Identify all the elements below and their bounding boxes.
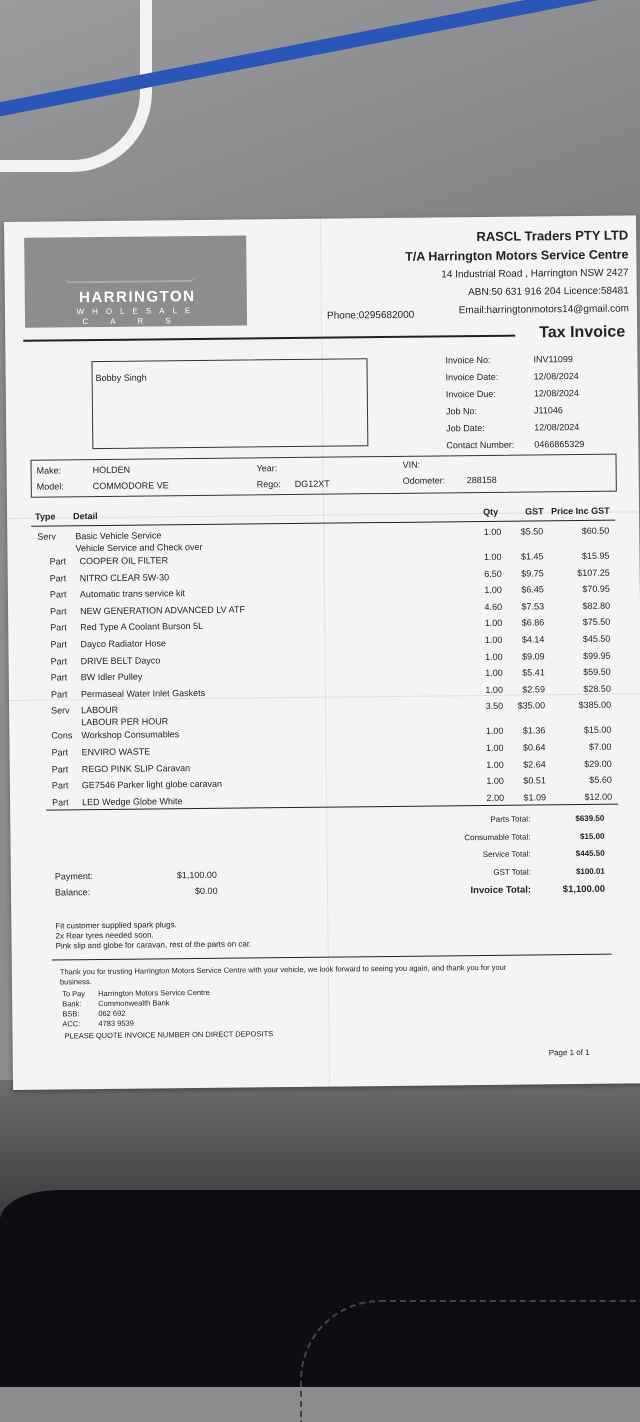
row-type: Part <box>51 780 69 791</box>
row-qty: 4.60 <box>484 601 503 612</box>
row-gst: $7.53 <box>521 601 545 612</box>
row-qty: 3.50 <box>485 701 504 712</box>
total-label: Invoice Total: <box>470 884 532 897</box>
fabric-stitching <box>300 1300 640 1422</box>
row-detail: DRIVE BELT Dayco <box>80 654 161 666</box>
row-gst: $1.36 <box>522 725 546 736</box>
row-price: $15.00 <box>583 725 612 736</box>
row-qty: 1.00 <box>484 634 503 645</box>
bank-label: To Pay <box>62 989 86 999</box>
row-price: $60.50 <box>581 525 610 536</box>
invoice-meta-value: 12/08/2024 <box>534 421 580 433</box>
row-detail-sub: Vehicle Service and Check over <box>75 541 203 554</box>
bank-label: ACC: <box>62 1019 81 1029</box>
row-gst: $0.51 <box>523 775 546 786</box>
bank-value: Harrington Motors Service Centre <box>98 987 210 999</box>
row-price: $7.00 <box>588 741 612 752</box>
row-type: Part <box>52 797 69 808</box>
row-gst: $0.64 <box>522 742 546 753</box>
row-gst: $5.41 <box>522 667 545 678</box>
invoice-meta-value: INV11099 <box>533 354 573 365</box>
model-value: COMMODORE VE <box>92 480 169 492</box>
car-logo-icon <box>64 246 194 283</box>
row-qty: 6.50 <box>484 568 502 579</box>
row-detail: Automatic trans service kit <box>79 588 185 600</box>
logo-line1: WHOLESALE <box>76 305 199 317</box>
row-price: $99.95 <box>582 650 611 661</box>
row-qty: 1.00 <box>485 684 503 695</box>
customer-name: Bobby Singh <box>95 372 147 384</box>
row-detail: LABOUR <box>81 705 119 716</box>
row-qty: 1.00 <box>484 651 503 662</box>
balance-label: Balance: <box>54 887 91 898</box>
vin-label: VIN: <box>402 459 421 470</box>
make-label: Make: <box>36 465 62 476</box>
row-price: $385.00 <box>578 700 612 711</box>
company-abn: ABN:50 631 916 204 Licence:58481 <box>468 285 629 299</box>
make-value: HOLDEN <box>92 464 131 476</box>
row-detail: NEW GENERATION ADVANCED LV ATF <box>80 604 245 617</box>
row-gst: $9.75 <box>521 567 544 579</box>
rego-label: Rego: <box>256 479 281 490</box>
row-detail: COOPER OIL FILTER <box>79 555 169 567</box>
company-email: Email:harringtonmotors14@gmail.com <box>458 303 630 317</box>
col-gst-header: GST <box>525 506 544 517</box>
row-price: $45.50 <box>582 633 611 644</box>
total-value: $445.50 <box>575 848 605 859</box>
col-detail-header: Detail <box>73 511 98 522</box>
row-detail: NITRO CLEAR 5W-30 <box>79 571 170 583</box>
deposit-note: PLEASE QUOTE INVOICE NUMBER ON DIRECT DEPOSITS <box>64 1029 274 1041</box>
note-line: Fit customer supplied spark plugs. <box>55 920 177 931</box>
row-gst: $4.14 <box>521 634 545 645</box>
bank-value: 062 692 <box>98 1008 126 1019</box>
logo-name: HARRINGTON <box>79 287 196 307</box>
invoice-meta-label: Invoice Due: <box>445 388 496 400</box>
document-title: Tax Invoice <box>539 323 626 342</box>
row-detail: Permaseal Water Inlet Gaskets <box>80 687 206 700</box>
row-detail-sub: LABOUR PER HOUR <box>81 716 169 728</box>
page-number: Page 1 of 1 <box>548 1047 590 1058</box>
col-qty-header: Qty <box>483 506 499 517</box>
row-type: Part <box>50 689 68 700</box>
invoice-paper <box>4 215 640 1090</box>
row-price: $5.60 <box>589 774 612 786</box>
row-qty: 2.00 <box>486 792 505 803</box>
total-value: $639.50 <box>575 813 605 824</box>
row-price: $12.00 <box>584 791 613 802</box>
invoice-meta-label: Job Date: <box>446 422 485 434</box>
total-label: Parts Total: <box>490 814 531 824</box>
row-type: Serv <box>51 705 70 716</box>
row-type: Part <box>49 572 67 584</box>
bank-value: Commonwealth Bank <box>98 998 170 1009</box>
row-type: Part <box>50 622 67 633</box>
row-type: Part <box>50 606 67 617</box>
model-label: Model: <box>36 481 64 492</box>
row-detail: Dayco Radiator Hose <box>80 638 167 650</box>
company-logo <box>24 235 247 327</box>
total-label: Service Total: <box>482 849 531 860</box>
row-gst: $2.64 <box>523 758 546 770</box>
row-price: $70.95 <box>582 583 610 595</box>
company-address: 14 Industrial Road , Harrington NSW 2427 <box>441 267 629 281</box>
row-qty: 1.00 <box>484 584 502 596</box>
vehicle-box <box>30 454 616 498</box>
bank-value: 4783 9539 <box>98 1018 134 1029</box>
invoice-meta-value: 12/08/2024 <box>533 370 579 382</box>
row-detail: Basic Vehicle Service <box>75 530 162 542</box>
thanks-text-2: business. <box>59 977 92 987</box>
logo-line2: CARS <box>82 316 193 327</box>
row-qty: 1.00 <box>485 667 503 679</box>
footer-rule <box>52 954 612 961</box>
note-line: Pink slip and globe for caravan, rest of the parts on car. <box>55 939 252 951</box>
row-qty: 1.00 <box>483 526 502 537</box>
row-gst: $5.50 <box>520 526 544 537</box>
row-gst: $9.09 <box>521 650 545 662</box>
bank-label: BSB: <box>62 1009 80 1019</box>
payment-value: $1,100.00 <box>176 869 217 881</box>
row-detail: GE7546 Parker light globe caravan <box>81 778 223 791</box>
row-qty: 1.00 <box>485 742 504 753</box>
row-qty: 1.00 <box>484 618 503 629</box>
total-value: $15.00 <box>579 831 605 841</box>
row-type: Part <box>49 556 67 567</box>
invoice-meta-label: Invoice No: <box>445 354 491 366</box>
row-detail: LED Wedge Globe White <box>82 795 183 808</box>
row-type: Part <box>50 655 68 667</box>
row-price: $28.50 <box>583 683 611 694</box>
total-value: $1,100.00 <box>562 883 606 896</box>
thanks-text: Thank you for trusting Harrington Motors Service Centre with your vehicle, we look forward to seeing you again, and thank you for your <box>59 962 507 977</box>
invoice-meta-value: 12/08/2024 <box>533 387 579 399</box>
rego-value: DG12XT <box>294 478 330 489</box>
row-qty: 1.00 <box>486 759 504 770</box>
row-gst: $1.45 <box>520 551 544 562</box>
row-gst: $1.09 <box>523 792 547 803</box>
row-detail: REGO PINK SLIP Caravan <box>81 762 191 774</box>
year-label: Year: <box>256 463 278 474</box>
row-price: $75.50 <box>582 617 611 628</box>
row-price: $29.00 <box>584 758 612 769</box>
row-detail: ENVIRO WASTE <box>81 746 151 758</box>
row-price: $59.50 <box>583 666 611 678</box>
row-type: Part <box>51 747 69 758</box>
row-type: Part <box>50 639 67 650</box>
row-gst: $2.59 <box>522 684 545 695</box>
company-phone: Phone:0295682000 <box>326 309 415 322</box>
row-qty: 1.00 <box>485 726 504 737</box>
invoice-meta-value: 0466865329 <box>534 438 585 450</box>
row-type: Part <box>49 589 67 600</box>
row-qty: 1.00 <box>486 775 504 787</box>
row-gst: $6.45 <box>521 584 544 595</box>
invoice-meta-label: Contact Number: <box>446 439 515 451</box>
company-name: RASCL Traders PTY LTD <box>476 227 629 245</box>
payment-label: Payment: <box>54 871 93 882</box>
note-line: 2x Rear tyres needed soon. <box>55 930 154 941</box>
row-gst: $6.86 <box>521 617 545 628</box>
balance-value: $0.00 <box>194 885 218 897</box>
total-label: Consumable Total: <box>464 832 531 842</box>
total-label: GST Total: <box>493 867 531 877</box>
row-type: Part <box>50 672 68 683</box>
row-type: Part <box>51 763 69 775</box>
col-price-header: Price Inc GST <box>551 505 610 517</box>
bank-label: Bank: <box>62 999 82 1009</box>
header-rule <box>23 335 515 342</box>
row-detail: Workshop Consumables <box>81 729 180 741</box>
col-type-header: Type <box>35 511 56 522</box>
company-trading-as: T/A Harrington Motors Service Centre <box>405 247 629 264</box>
row-qty: 1.00 <box>483 551 502 562</box>
row-type: Cons <box>51 730 73 741</box>
row-detail: Red Type A Coolant Burson 5L <box>80 621 204 633</box>
row-price: $15.95 <box>581 550 610 561</box>
row-detail: BW Idler Pulley <box>80 671 143 683</box>
invoice-meta-label: Job No: <box>445 406 478 417</box>
row-price: $82.80 <box>582 600 611 611</box>
row-type: Serv <box>37 531 56 542</box>
total-value: $100.01 <box>575 866 605 876</box>
row-gst: $35.00 <box>517 700 546 712</box>
odometer-label: Odometer: <box>402 475 446 486</box>
invoice-meta-label: Invoice Date: <box>445 371 499 383</box>
odometer-value: 288158 <box>466 474 497 486</box>
row-price: $107.25 <box>577 567 610 578</box>
invoice-meta-value: J11046 <box>533 405 563 416</box>
